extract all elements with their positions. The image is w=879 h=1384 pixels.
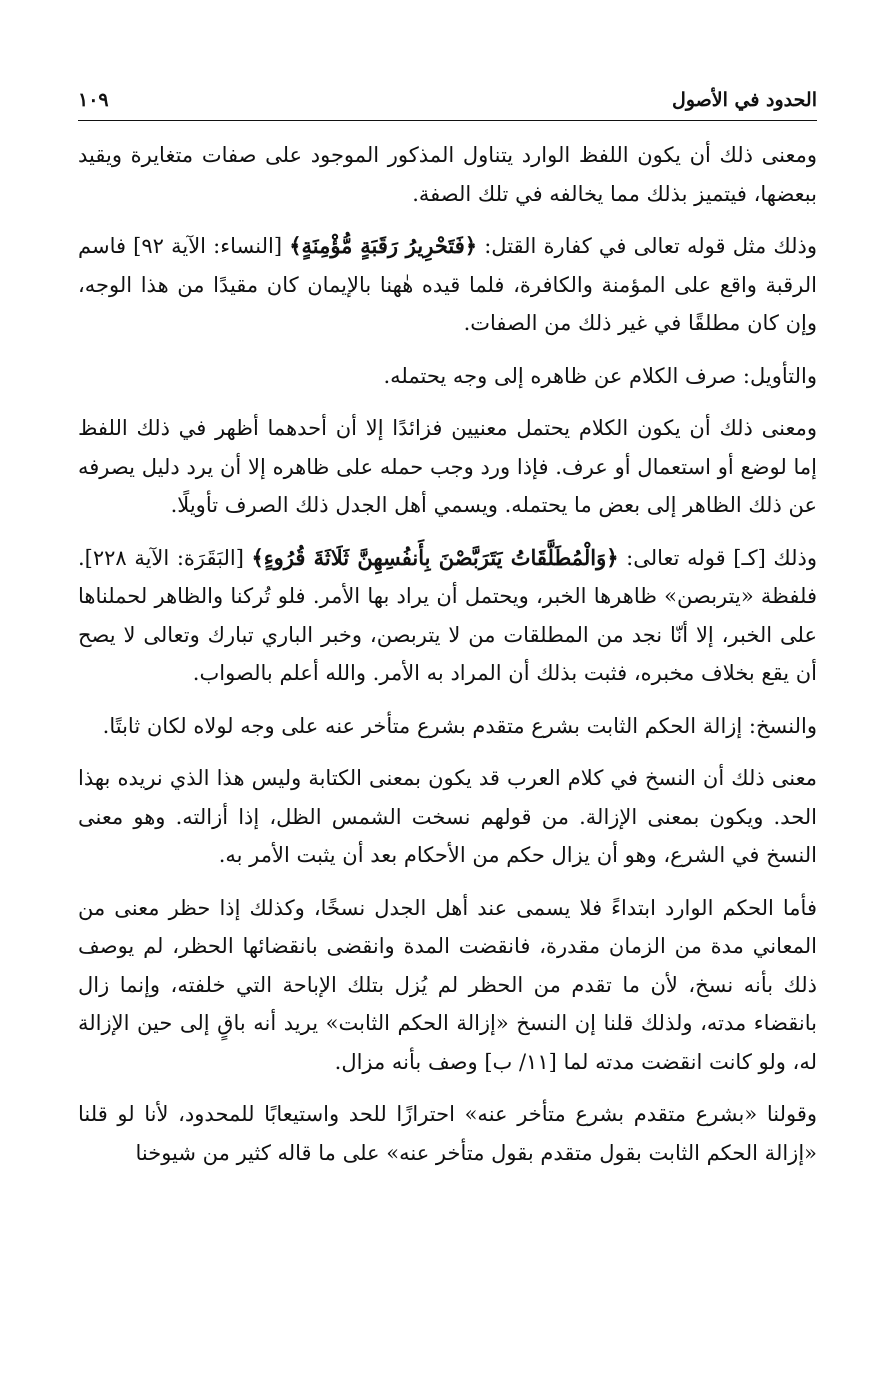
paragraph-text: [البَقَرَة: الآية ٢٢٨]. فلفظة «يتربصن» ظاهرها الخبر، ويحتمل أن يراد بها الأمر. فلو تُركنا والظاهر لحملناها على الخبر، إلا أنّا نجد من المطلقات من لا يتربصن، وخبر الباري تبارك وتعالى لا يصح أن يقع بخلاف مخبره، فثبت بذلك أن المراد به الأمر. والله أعلم بالصواب. <box>78 545 817 685</box>
page-number: ١٠٩ <box>78 89 109 111</box>
paragraph-text: ومعنى ذلك أن يكون اللفظ الوارد يتناول المذكور الموجود على صفات متغايرة ويقيد ببعضها، فيتميز بذلك مما يخالفه في تلك الصفة. <box>78 143 817 206</box>
running-header <box>78 82 817 118</box>
paragraph-text: معنى ذلك أن النسخ في كلام العرب قد يكون بمعنى الكتابة وليس هذا الذي نريده بهذا الحد. ويكون بمعنى الإزالة. من قولهم نسخت الشمس الظل، إذا أزالته. وهو معنى النسخ في الشرع، وهو أن يزال حكم من الأحكام بعد أن يثبت الأمر به. <box>78 766 817 867</box>
paragraph-text: وقولنا «بشرع متقدم بشرع متأخر عنه» احترازًا للحد واستيعابًا للمحدود، لأنا لو قلنا «إزالة الحكم الثابت بقول متقدم بقول متأخر عنه» على ما قاله كثير من شيوخنا <box>78 1102 817 1165</box>
header-divider <box>78 120 817 121</box>
book-title: الحدود في الأصول <box>672 89 817 111</box>
paragraph-text: [النساء: الآية ٩٢] فاسم الرقبة واقع على المؤمنة والكافرة، فلما قيده هٰهنا بالإيمان كان مقيدًا من هذا الوجه، وإن كان مطلقًا في غير ذلك من الصفات. <box>78 234 817 335</box>
quran-verse: ﴿وَالْمُطَلَّقَاتُ يَتَرَبَّصْنَ بِأَنفُسِهِنَّ ثَلَاثَةَ قُرُوءٍ﴾ <box>251 544 619 570</box>
quran-verse: ﴿فَتَحْرِيرُ رَقَبَةٍ مُّؤْمِنَةٍ﴾ <box>289 233 478 258</box>
paragraph-4 <box>78 409 817 525</box>
paragraph-5 <box>78 539 817 693</box>
paragraph-6 <box>78 707 817 746</box>
paragraph-3 <box>78 357 817 396</box>
paragraph-text: فأما الحكم الوارد ابتداءً فلا يسمى عند أهل الجدل نسخًا، وكذلك إذا حظر معنى من المعاني مدة من الزمان مقدرة، فانقضت المدة وانقضى بانقضائها الحظر، لم يوصف ذلك بأنه نسخ، لأن ما تقدم من الحظر لم يُزل بتلك الإباحة التي خلفته، وإنما زال بانقضاء مدته، ولذلك قلنا إن النسخ «إزالة الحكم الثابت» يريد أنه باقٍ إلى حين الإزالة له، ولو كانت انقضت مدته لما [١١/ ب] وصف بأنه مزال. <box>78 895 817 1074</box>
paragraph-text: وذلك [كـ] قوله تعالى: <box>618 545 817 570</box>
paragraph-1 <box>78 136 817 213</box>
paragraph-text: وذلك مثل قوله تعالى في كفارة القتل: <box>477 234 817 258</box>
paragraph-7 <box>78 759 817 875</box>
paragraph-2 <box>78 227 817 343</box>
paragraph-9 <box>78 1095 817 1172</box>
paragraph-text: والتأويل: صرف الكلام عن ظاهره إلى وجه يحتمله. <box>383 363 817 388</box>
paragraph-text: ومعنى ذلك أن يكون الكلام يحتمل معنيين فزائدًا إلا أن أحدهما أظهر في ذلك اللفظ إما لوضع أو استعمال أو عرف. فإذا ورد وجب حمله على ظاهره إلا أن يرد دليل يصرفه عن ذلك الظاهر إلى بعض ما يحتمله. ويسمي أهل الجدل ذلك الصرف تأويلًا. <box>78 416 817 517</box>
paragraph-text: والنسخ: إزالة الحكم الثابت بشرع متقدم بشرع متأخر عنه على وجه لولاه لكان ثابتًا. <box>102 713 817 738</box>
main-text <box>78 136 817 1186</box>
paragraph-8 <box>78 889 817 1082</box>
